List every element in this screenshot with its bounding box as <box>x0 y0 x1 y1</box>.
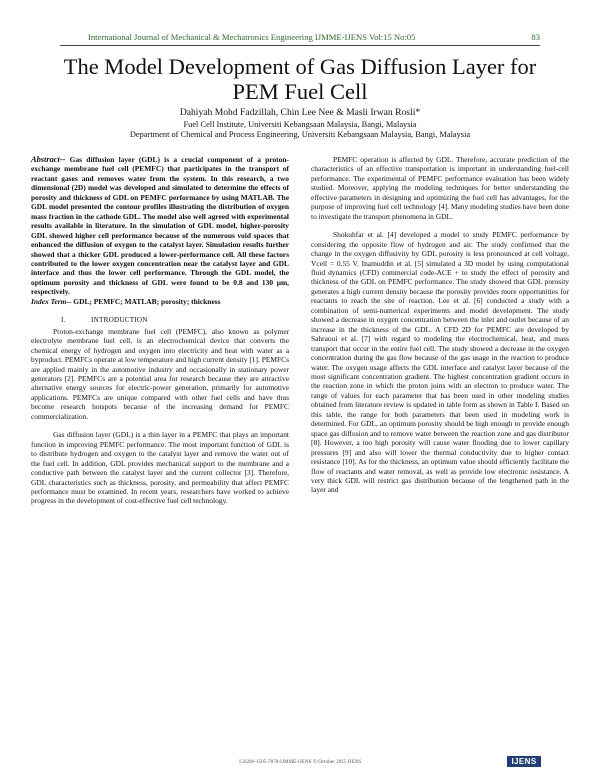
affiliation-2: Department of Chemical and Process Engineering, Universiti Kebangsaan Malaysia, Bangi, Malaysia <box>129 130 471 139</box>
section-title: INTRODUCTION <box>91 316 148 325</box>
paper-title: The Model Development of Gas Diffusion Layer for PEM Fuel Cell <box>63 54 537 104</box>
author-list: Dahiyah Mohd Fadzillah, Chin Lee Nee & Masli Irwan Rosli* <box>179 107 421 118</box>
right-column <box>311 155 569 495</box>
right-paragraph-2: Shokuhfar et al. [4] developed a model to study PEMFC performance by considering the opposite flow of hydrogen and air. The study confirmed that the change in the oxygen diffusivity by GDL porosity is less pronounced at cell voltage, Vcell = 0.55 V. Inamuddin et al. [5] simulated a 3D model by using computational fluid dynamics (CFD) commercial code-ACE + to study the effect of porosity and thickness of the GDL on PEMFC performance. The study showed that GDL porosity generates a high current density because the porosity provides more opportunities for reactants to reach the site of reaction. Lee et al. [6] conducted a study with a combination of semi-numerical experiments and model development. The study showed a decrease in oxygen concentration between the inlet and outlet because of an increase in the thickness of the GDL. A CFD 2D for PEMFC are developed by Sahraoui et al. [7] with regard to modeling the electrochemical, heat, and mass transport that occur in the entire fuel cell. The study showed a decrease in the oxygen concentration during the gas flow because of the gas usage in the reaction to produce water. The oxygen usage affects the GDL interface and catalyst layer because of the most significant concentration gradient. The highest concentration gradient occurs in the reaction zone in which the proton joins with an electron to produce water. The range of values for each parameter that has been used in other modeling studies obtained from literature review is updated in table form as shown in Table I. Based on this table, the range for both parameters that been used in modeling work is determined. For GDL, an optimum porosity should be high enough to provide enough space gas diffusion and to remove water between the reaction zone and gas distributor [8]. However, a too high porosity will cause water flooding due to lower capillary pressures [9] and also will lower the thermal conductivity due to higher contact resistance [10]. As for the thickness, an optimum value should efficiently facilitate the flow of reactants and water removal, as well as provide low electronic resistance. A very thick GDL will restrict gas distribution because of the lengthened path in the layer and <box>311 230 569 495</box>
page-footer: 156206-1505-7878-IJMME-IJENS © October 2015 IJENS <box>238 759 362 765</box>
intro-paragraph-1: Proton-exchange membrane fuel cell (PEMFC), also known as polymer electrolyte membrane fuel cell, is an electrochemical device that converts the chemical energy of hydrogen and oxygen into electricity and heat with water as a byproduct. PEMFCs operate at low temperature and high current density [1]. PEMFCs are applied mainly in the automotive industry and occasionally in stationary power generators [2]. PEMFCs are a potential area for research because they are attractive alternative energy sources for electric-power generation, primarily for automotive applications. PEMFCs are unique compared with other fuel cells and have thus become research hotspots because of the increasing demand for PEMFC commercialization. <box>31 326 289 421</box>
index-terms-text: GDL; PEMFC; MATLAB; porosity; thickness <box>73 296 221 306</box>
journal-name: International Journal of Mechanical & Mechatronics Engineering IJMME-IJENS Vol:15 No:05 <box>88 32 416 42</box>
header-divider <box>60 45 540 46</box>
page-number: 83 <box>531 32 540 42</box>
index-terms-label: Index Term-- <box>31 296 72 306</box>
abstract-label: Abstract-- <box>31 155 66 164</box>
section-heading-introduction <box>31 316 289 325</box>
left-column <box>31 155 289 506</box>
ijens-logo: IJENS <box>507 756 541 767</box>
right-paragraph-1: PEMFC operation is affected by GDL. Therefore, accurate prediction of the characteristics of an effective transportation is important in understanding fuel-cell performance. The experimental of PEMFC performance evaluation has been widely studied. Moreover, applying the modeling techniques for better understanding the effective parameters in designing and optimizing the fuel cell has advantages, for the purpose of improving fuel cell technology [4]. Many modeling studies have been done to investigate the transport phenomena in GDL. <box>311 155 569 221</box>
section-number: I. <box>61 316 66 325</box>
index-terms <box>31 297 289 306</box>
intro-paragraph-2: Gas diffusion layer (GDL) is a thin layer in a PEMFC that plays an important function in improving PEMFC performance. The most important function of GDL is to distribute hydrogen and oxygen to the catalyst layer and remove the water out of the fuel cell. In addition, GDL provides mechanical support to the membrane and a conductive path between the catalyst layer and the current collector [3]. Therefore, GDL characteristics such as thickness, porosity, and permeability that affect PEMFC performance must be examined. In recent years, researchers have worked to achieve progress in the development of cost-effective fuel cell technology. <box>31 430 289 506</box>
abstract-text: Gas diffusion layer (GDL) is a crucial component of a proton-exchange membrane fuel cell (PEMFC) that participates in the transport of reactant gases and removes water from the system. In this research, a two dimensional (2D) model was developed and simulated to determine the effects of porosity and thickness of GDL on PEMFC performance by using MATLAB. The GDL model presented the contour profiles illustrating the distribution of oxygen mass fraction in the cathode GDL. The model also well agreed with experimental results available in literature. In the simulation of GDL model, higher-porosity GDL showed higher cell performance because of the numerous void spaces that enhanced the diffusion of oxygen to the catalyst layer. Simulation results further showed that a thicker GDL produced a lower-performance cell. All these factors contributed to the lower oxygen concentration near the catalyst layer and GDL interface and thus the lower cell performance. Through the GDL model, the optimum porosity and thickness of GDL were found to be 0.8 and 130 μm, respectively. <box>31 155 289 297</box>
running-header <box>60 32 540 46</box>
affiliation-1: Fuel Cell Institute, Universiti Kebangsaan Malaysia, Bangi, Malaysia <box>183 120 417 129</box>
abstract <box>31 155 289 297</box>
